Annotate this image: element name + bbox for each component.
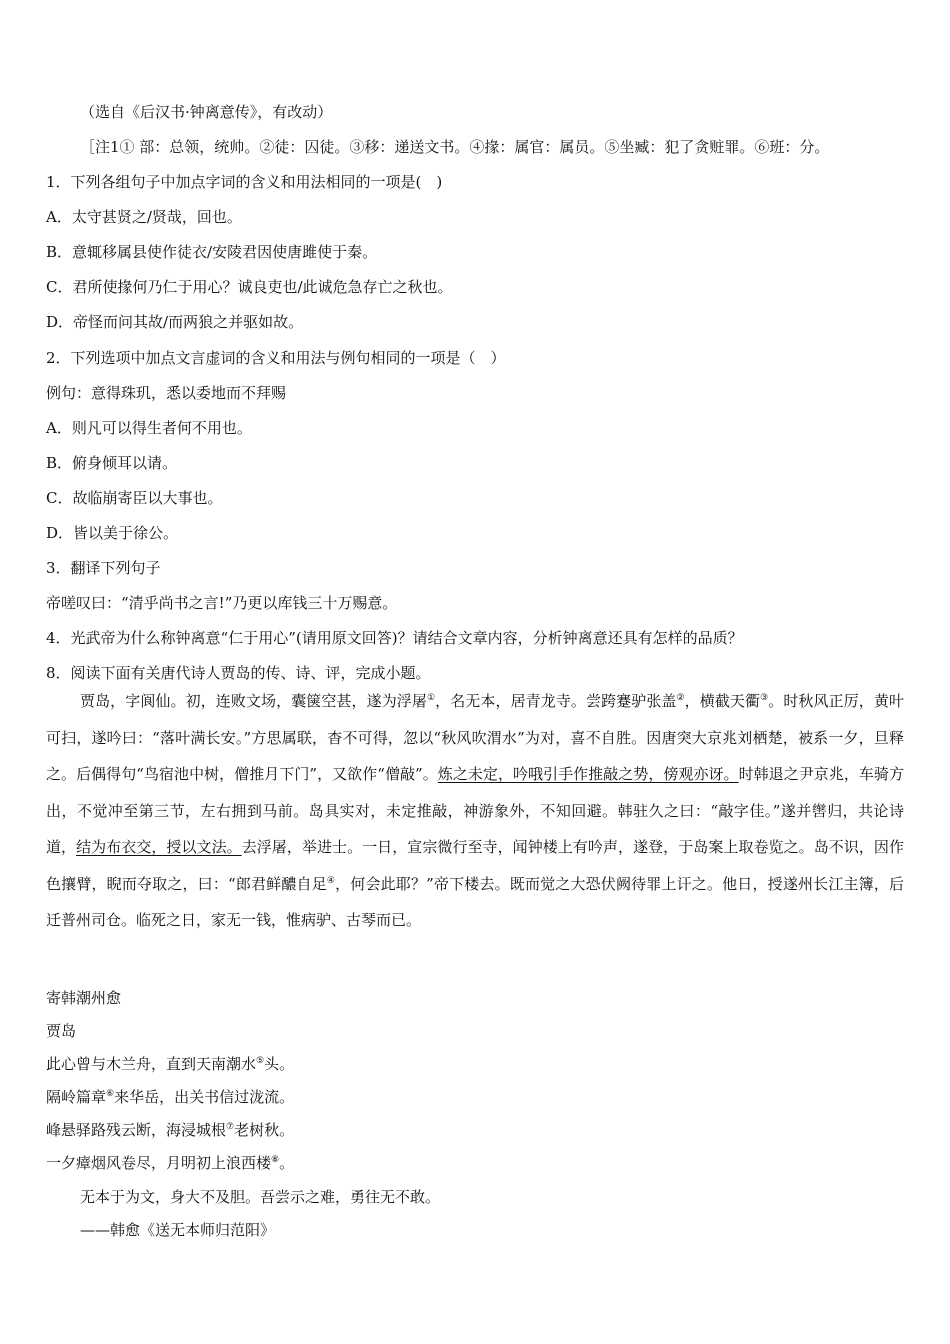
question-4-stem: 4．光武帝为什么称钟离意“仁于用心”(请用原文回答)？请结合文章内容，分析钟离意还具有怎样的品质？ bbox=[46, 629, 743, 647]
annotation-notes: ［注1① 部：总领，统帅。②徒：囚徒。③移：递送文书。④掾：属官：属员。⑤坐臧：犯了贪赃罪。⑥班：分。 bbox=[80, 138, 830, 156]
footnote-marker: ① bbox=[426, 693, 436, 703]
poem-line-4: 一夕瘴烟风卷尽，月明初上浪西楼⑧。 bbox=[46, 1154, 295, 1172]
question-2-option-b: B．俯身倾耳以请。 bbox=[46, 454, 178, 472]
question-1-option-d: D．帝怪而问其故/而两狼之并驱如故。 bbox=[46, 313, 304, 331]
footnote-marker: ⑦ bbox=[226, 1122, 235, 1132]
underlined-sentence-2: 结为布衣交，授以文法。 bbox=[76, 838, 242, 856]
poem-line-3: 峰悬驿路残云断，海浸城根⑦老树秋。 bbox=[46, 1121, 295, 1139]
question-2-option-c: C．故临崩寄臣以大事也。 bbox=[46, 489, 223, 507]
poem-line-2: 隔岭篇章⑥来华岳，出关书信过泷流。 bbox=[46, 1088, 295, 1106]
question-8-stem: 8．阅读下面有关唐代诗人贾岛的传、诗、评，完成小题。 bbox=[46, 664, 431, 682]
question-1-option-a: A．太守甚贤之/贤哉，回也。 bbox=[46, 208, 242, 226]
question-1-option-b: B．意辄移属县使作徒衣/安陵君因使唐雎使于秦。 bbox=[46, 243, 378, 261]
footnote-marker: ⑤ bbox=[256, 1056, 265, 1066]
han-yu-comment-source: ——韩愈《送无本师归范阳》 bbox=[80, 1221, 276, 1239]
question-1-stem: 1．下列各组句子中加点字词的含义和用法相同的一项是( ) bbox=[46, 173, 443, 191]
footnote-marker: ③ bbox=[760, 693, 769, 703]
question-2-option-d: D．皆以美于徐公。 bbox=[46, 524, 179, 542]
poem-author: 贾岛 bbox=[46, 1022, 77, 1040]
jia-dao-biography: 贾岛，字阆仙。初，连败文场，囊箧空甚，遂为浮屠①，名无本，居青龙寺。尝跨蹇驴张盖②，横截天衢③。时秋风正厉，黄叶可扫，遂吟曰：“落叶满长安。”方思属联，杳不可得，忽以“秋风吹渭水”为对，喜不自胜。因唐突大京兆刘栖楚，被系一夕，旦释之。后偶得句“鸟宿池中树，僧推月下门”，又欲作“僧敲”。炼之未定，吟哦引手作推敲之势，傍观亦讶。时韩退之尹京兆，车骑方出，不觉冲至第三节，左右拥到马前。岛具实对，未定推敲，神游象外，不知回避。韩驻久之曰：“敲字佳。”遂并辔归，共论诗道，结为布衣交，授以文法。去浮屠，举进士。一日，宣宗微行至寺，闻钟楼上有吟声，遂登，于岛案上取卷览之。岛不识，因作色攘臂，睨而夺取之，曰：“郎君鲜醲自足④，何会此耶？”帝下楼去。既而觉之大恐伏阙待罪上讦之。他日，授遂州长江主簿，后迁普州司仓。临死之日，家无一钱，惟病驴、古琴而已。 bbox=[46, 692, 904, 929]
footnote-marker: ④ bbox=[326, 875, 336, 886]
question-2-option-a: A．则凡可以得生者何不用也。 bbox=[46, 419, 252, 437]
question-3-sentence: 帝嗟叹曰：“清乎尚书之言!”乃更以库钱三十万赐意。 bbox=[46, 594, 398, 612]
footnote-marker: ② bbox=[676, 693, 685, 703]
question-3-stem: 3．翻译下列句子 bbox=[46, 559, 161, 577]
han-yu-comment: 无本于为文，身大不及胆。吾尝示之难，勇往无不敢。 bbox=[80, 1188, 441, 1206]
poem-title: 寄韩潮州愈 bbox=[46, 989, 122, 1007]
question-1-option-c: C．君所使掾何乃仁于用心？诚良吏也/此诚危急存亡之秋也。 bbox=[46, 278, 453, 296]
footnote-marker: ⑥ bbox=[106, 1089, 115, 1099]
underlined-sentence-1: 炼之未定，吟哦引手作推敲之势，傍观亦讶。 bbox=[437, 765, 739, 783]
source-citation: （选自《后汉书·钟离意传》，有改动） bbox=[80, 103, 333, 121]
footnote-marker: ⑧ bbox=[271, 1155, 280, 1165]
question-2-example: 例句：意得珠玑，悉以委地而不拜赐 bbox=[46, 384, 287, 402]
poem-line-1: 此心曾与木兰舟，直到天南潮水⑤头。 bbox=[46, 1055, 295, 1073]
question-2-stem: 2．下列选项中加点文言虚词的含义和用法与例句相同的一项是（ ） bbox=[46, 349, 506, 367]
